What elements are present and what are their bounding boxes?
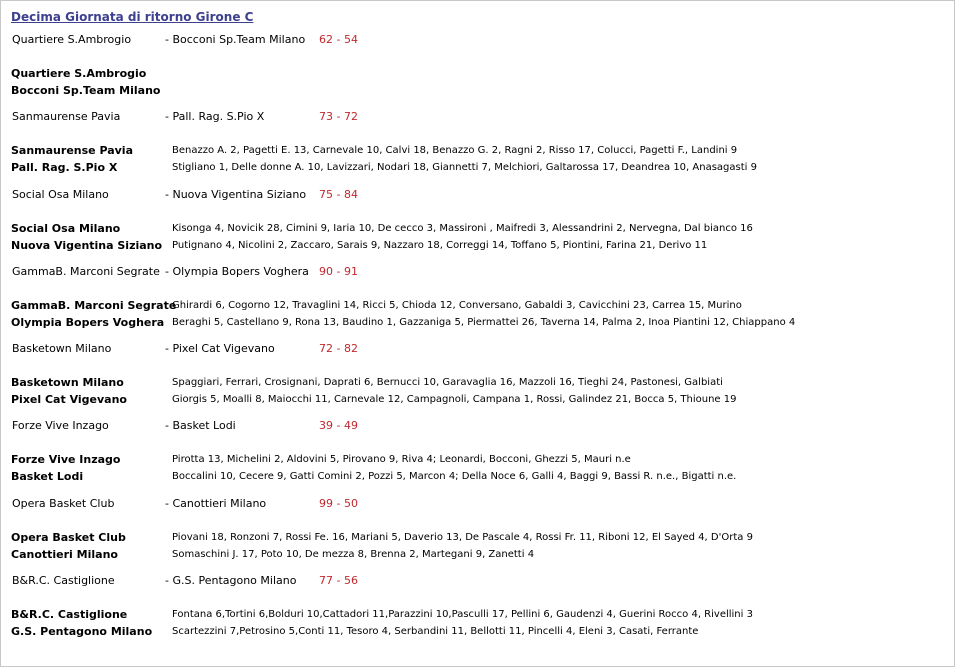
- away-team-name: Bocconi Sp.Team Milano: [11, 84, 161, 97]
- away-team-name: G.S. Pentagono Milano: [11, 625, 153, 638]
- home-team: GammaB. Marconi Segrate: [12, 265, 160, 278]
- away-team-name: Pixel Cat Vigevano: [11, 393, 127, 406]
- away-scorers: Beraghi 5, Castellano 9, Rona 13, Baudino 1, Gazzaniga 5, Piermattei 26, Taverna 14, Palma 2, Inoa Piantini 12, Chiappano 4: [172, 317, 796, 328]
- away-team: - Pixel Cat Vigevano: [165, 342, 275, 355]
- away-team: - G.S. Pentagono Milano: [165, 574, 297, 587]
- match-score: 62 - 54: [319, 33, 358, 46]
- match-block: [0, 342, 955, 422]
- home-team: Social Osa Milano: [12, 188, 109, 201]
- home-team-name: Sanmaurense Pavia: [11, 144, 133, 157]
- match-block: [0, 497, 955, 577]
- away-team-name: Pall. Rag. S.Pio X: [11, 161, 118, 174]
- away-team: - Pall. Rag. S.Pio X: [165, 110, 265, 123]
- away-team: - Olympia Bopers Voghera: [165, 265, 309, 278]
- match-score: 90 - 91: [319, 265, 358, 278]
- away-team: - Basket Lodi: [165, 419, 236, 432]
- match-score: 75 - 84: [319, 188, 358, 201]
- home-team: Basketown Milano: [12, 342, 112, 355]
- match-block: [0, 188, 955, 268]
- home-team: Opera Basket Club: [12, 497, 115, 510]
- home-scorers: Pirotta 13, Michelini 2, Aldovini 5, Pirovano 9, Riva 4; Leonardi, Bocconi, Ghezzi 5, Mauri n.e: [172, 454, 631, 465]
- away-team-name: Basket Lodi: [11, 470, 84, 483]
- home-team-name: Opera Basket Club: [11, 531, 126, 544]
- home-scorers: Fontana 6,Tortini 6,Bolduri 10,Cattadori 11,Parazzini 10,Pasculli 17, Pellini 6, Gaudenzi 4, Guerini Rocco 4, Rivellini 3: [172, 609, 753, 620]
- home-team: Quartiere S.Ambrogio: [12, 33, 132, 46]
- home-team-name: Social Osa Milano: [11, 222, 121, 235]
- match-block: [0, 419, 955, 499]
- away-team: - Canottieri Milano: [165, 497, 267, 510]
- match-score: 72 - 82: [319, 342, 358, 355]
- match-score: 99 - 50: [319, 497, 358, 510]
- home-scorers: Spaggiari, Ferrari, Crosignani, Daprati 6, Bernucci 10, Garavaglia 16, Mazzoli 16, Tieghi 24, Pastonesi, Galbiati: [172, 377, 723, 388]
- home-team-name: Quartiere S.Ambrogio: [11, 67, 147, 80]
- match-block: [0, 265, 955, 345]
- away-scorers: Somaschini J. 17, Poto 10, De mezza 8, Brenna 2, Martegani 9, Zanetti 4: [172, 549, 535, 560]
- away-team-name: Canottieri Milano: [11, 548, 118, 561]
- home-team-name: B&R.C. Castiglione: [11, 608, 128, 621]
- away-scorers: Giorgis 5, Moalli 8, Maiocchi 11, Carnevale 12, Campagnoli, Campana 1, Rossi, Galindez 21, Bocca 5, Thioune 19: [172, 394, 737, 405]
- home-team-name: Basketown Milano: [11, 376, 124, 389]
- away-scorers: Scartezzini 7,Petrosino 5,Conti 11, Tesoro 4, Serbandini 11, Bellotti 11, Pincelli 4, Eleni 3, Casati, Ferrante: [172, 626, 699, 637]
- home-team-name: GammaB. Marconi Segrate: [11, 299, 177, 312]
- match-score: 39 - 49: [319, 419, 358, 432]
- home-team: Forze Vive Inzago: [12, 419, 109, 432]
- away-team: - Nuova Vigentina Siziano: [165, 188, 307, 201]
- home-scorers: Ghirardi 6, Cogorno 12, Travaglini 14, Ricci 5, Chioda 12, Conversano, Gabaldi 3, Cavicchini 23, Carrea 15, Murino: [172, 300, 742, 311]
- away-scorers: Stigliano 1, Delle donne A. 10, Lavizzari, Nodari 18, Giannetti 7, Melchiori, Galtarossa 17, Deandrea 10, Anasagasti 9: [172, 162, 757, 173]
- match-block: [0, 574, 955, 654]
- home-scorers: Benazzo A. 2, Pagetti E. 13, Carnevale 10, Calvi 18, Benazzo G. 2, Ragni 2, Risso 17, Colucci, Pagetti F., Landini 9: [172, 145, 738, 156]
- home-team: B&R.C. Castiglione: [12, 574, 115, 587]
- away-team: - Bocconi Sp.Team Milano: [165, 33, 306, 46]
- away-team-name: Olympia Bopers Voghera: [11, 316, 165, 329]
- home-team: Sanmaurense Pavia: [12, 110, 121, 123]
- home-team-name: Forze Vive Inzago: [11, 453, 121, 466]
- match-score: 73 - 72: [319, 110, 358, 123]
- match-block: [0, 110, 955, 190]
- home-scorers: Piovani 18, Ronzoni 7, Rossi Fe. 16, Mariani 5, Daverio 13, De Pascale 4, Rossi Fr. 11, Riboni 12, El Sayed 4, D'Orta 9: [172, 532, 753, 543]
- away-team-name: Nuova Vigentina Siziano: [11, 239, 163, 252]
- page-title[interactable]: Decima Giornata di ritorno Girone C: [11, 10, 254, 24]
- away-scorers: Putignano 4, Nicolini 2, Zaccaro, Sarais 9, Nazzaro 18, Correggi 14, Toffano 5, Piontini, Farina 21, Derivo 11: [172, 240, 708, 251]
- away-scorers: Boccalini 10, Cecere 9, Gatti Comini 2, Pozzi 5, Marcon 4; Della Noce 6, Galli 4, Baggi 9, Bassi R. n.e., Bigatti n.e.: [172, 471, 737, 482]
- match-score: 77 - 56: [319, 574, 358, 587]
- home-scorers: Kisonga 4, Novicik 28, Cimini 9, Iaria 10, De cecco 3, Massironi , Maifredi 3, Alessandrini 2, Nervegna, Dal bianco 16: [172, 223, 753, 234]
- match-block: [0, 33, 955, 113]
